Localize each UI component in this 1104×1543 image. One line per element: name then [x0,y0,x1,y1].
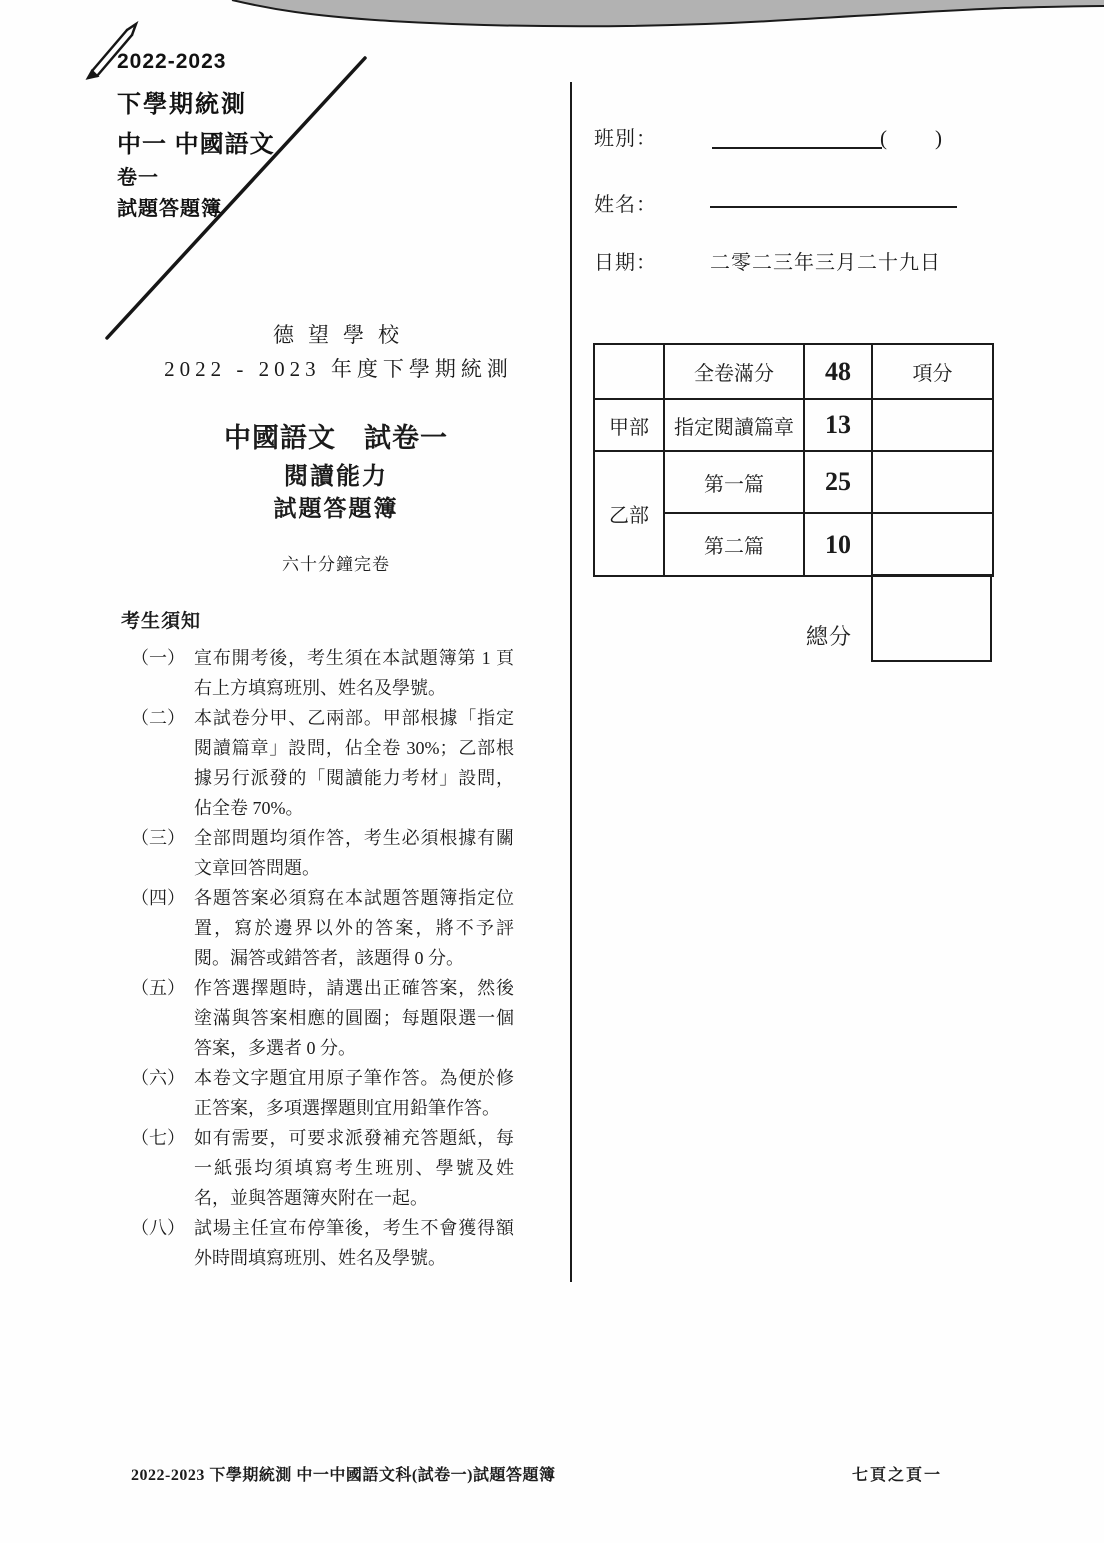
duration-note: 六十分鐘完卷 [282,555,390,574]
full-mark-value-cell: 48 [804,344,872,399]
section-title: 閱讀能力 [284,463,388,490]
note-item-1 [131,643,561,703]
part-b-label-cell: 乙部 [594,451,664,576]
notes-title: 考生須知 [121,611,202,632]
class-number-parentheses: ( ) [880,126,944,150]
date-value: 二零二三年三月二十九日 [710,252,941,274]
part-b-item2-cell: 第二篇 [664,513,804,576]
note-number: （八） [131,1218,185,1238]
item-score-header-cell: 項分 [872,344,993,399]
note-text: 各題答案必須寫在本試題答題簿指定位置，寫於邊界以外的答案，將不予評閱。漏答或錯答者，該題得 0 分。 [194,888,514,968]
footer-document-title: 2022-2023 下學期統測 中一中國語文科(試卷一)試題答題簿 [131,1467,556,1484]
part-b-mark2-cell: 10 [804,513,872,576]
note-number: （一） [131,648,185,668]
note-text: 本卷文字題宜用原子筆作答。為便於修正答案，多項選擇題則宜用鉛筆作答。 [194,1068,514,1118]
total-score-label: 總分 [806,624,853,649]
part-b-mark1-cell: 25 [804,451,872,513]
score-table-empty-cell [594,344,664,399]
term-title: 2022 - 2023 年度下學期統測 [164,357,513,381]
paper-title: 中國語文 試卷一 [224,423,448,453]
score-table [593,343,994,577]
note-number: （五） [131,978,185,998]
part-a-label-cell: 甲部 [594,399,664,451]
note-text: 宣布開考後，考生須在本試題簿第 1 頁右上方填寫班別、姓名及學號。 [194,648,514,698]
note-item-2 [131,703,561,823]
note-number: （二） [131,708,185,728]
part-a-mark-cell: 13 [804,399,872,451]
note-item-4 [131,883,561,973]
full-mark-label-cell: 全卷滿分 [664,344,804,399]
note-number: （三） [131,828,185,848]
class-field-label: 班別： [594,128,657,150]
note-number: （七） [131,1128,185,1148]
note-item-3 [131,823,561,883]
class-field-blank [712,121,882,149]
note-item-8 [131,1213,561,1273]
name-field-blank [710,180,957,208]
column-divider [570,82,572,1282]
stamp-year: 2022-2023 [117,50,227,73]
stamp-form-subject: 中一 中國語文 [117,131,275,158]
part-b-score2-cell [872,513,993,576]
note-text: 試場主任宣布停筆後，考生不會獲得額外時間填寫班別、姓名及學號。 [194,1218,514,1268]
stamp-term: 下學期統測 [117,91,247,118]
note-text: 本試卷分甲、乙兩部。甲部根據「指定閱讀篇章」設問，佔全卷 30%；乙部根據另行派發的「閱讀能力考材」設問，佔全卷 70%。 [194,708,514,818]
note-text: 如有需要，可要求派發補充答題紙，每一紙張均須填寫考生班別、學號及姓名，並與答題簿夾附在一起。 [194,1128,514,1208]
name-field-label: 姓名： [594,194,657,216]
total-score-box [871,574,992,662]
part-b-score1-cell [872,451,993,513]
scan-artifact-band [232,0,1104,26]
note-number: （六） [131,1068,185,1088]
stamp-booklet: 試題答題簿 [117,198,222,220]
date-field-label: 日期： [594,252,657,274]
notes-list [131,643,561,1273]
note-text: 全部問題均須作答，考生必須根據有關文章回答問題。 [194,828,514,878]
booklet-title: 試題答題簿 [273,495,399,521]
note-item-6 [131,1063,561,1123]
part-a-score-cell [872,399,993,451]
note-number: （四） [131,888,185,908]
footer-page-number: 七頁之頁一 [852,1467,943,1484]
part-a-item-cell: 指定閱讀篇章 [664,399,804,451]
part-b-item1-cell: 第一篇 [664,451,804,513]
note-item-7 [131,1123,561,1213]
stamp-paper-number: 卷一 [117,167,159,189]
note-item-5 [131,973,561,1063]
note-text: 作答選擇題時，請選出正確答案，然後塗滿與答案相應的圓圈；每題限選一個答案，多選者 0 分。 [194,978,514,1058]
school-name: 德望學校 [273,323,413,347]
